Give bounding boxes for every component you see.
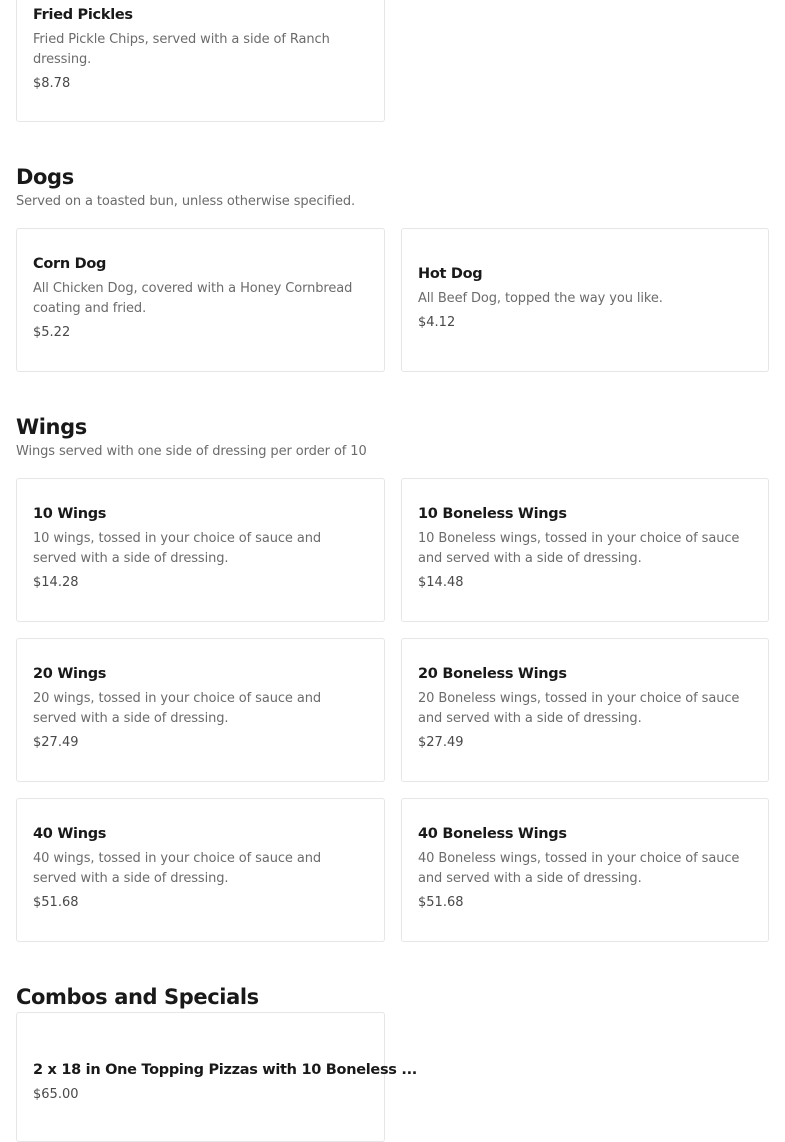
- menu-item-description: 20 Boneless wings, tossed in your choice of sauce and served with a side of dressing.: [418, 691, 740, 726]
- menu-item-name: 10 Wings: [33, 506, 107, 522]
- menu-item-name: 40 Wings: [33, 826, 107, 842]
- menu-item-price: $51.68: [418, 895, 464, 910]
- section-subtitle-dogs: Served on a toasted bun, unless otherwise specified.: [16, 194, 356, 209]
- menu-item-name: 40 Boneless Wings: [418, 826, 567, 842]
- menu-item-description: All Beef Dog, topped the way you like.: [418, 291, 663, 306]
- menu-item-price: $65.00: [33, 1087, 79, 1102]
- menu-item-name: 20 Wings: [33, 666, 107, 682]
- menu-item-card[interactable]: [401, 228, 769, 372]
- menu-item-description: 20 wings, tossed in your choice of sauce and served with a side of dressing.: [33, 691, 321, 726]
- menu-item-card[interactable]: [16, 638, 385, 782]
- menu-item-price: $14.28: [33, 575, 79, 590]
- menu-item-price: $14.48: [418, 575, 464, 590]
- menu-item-price: $8.78: [33, 76, 71, 91]
- menu-item-card[interactable]: [16, 478, 385, 622]
- section-title-wings: Wings: [16, 415, 87, 439]
- menu-item-card[interactable]: [16, 798, 385, 942]
- menu-item-description: 10 wings, tossed in your choice of sauce and served with a side of dressing.: [33, 531, 321, 566]
- menu-item-card[interactable]: [401, 478, 769, 622]
- menu-item-name: 20 Boneless Wings: [418, 666, 567, 682]
- menu-item-card[interactable]: [16, 1012, 417, 1142]
- menu-item-card[interactable]: [401, 638, 769, 782]
- menu-item-description: All Chicken Dog, covered with a Honey Cornbread coating and fried.: [33, 281, 353, 316]
- menu-item-price: $27.49: [33, 735, 79, 750]
- menu-item-name: Corn Dog: [33, 256, 107, 272]
- menu-item-card[interactable]: [16, 228, 385, 372]
- section-subtitle-wings: Wings served with one side of dressing per order of 10: [16, 444, 367, 459]
- menu-item-name: 10 Boneless Wings: [418, 506, 567, 522]
- menu-item-name: Hot Dog: [418, 266, 483, 282]
- menu-item-name: 2 x 18 in One Topping Pizzas with 10 Boneless ...: [33, 1062, 417, 1078]
- menu-item-description: 40 wings, tossed in your choice of sauce and served with a side of dressing.: [33, 851, 321, 886]
- menu-item-card[interactable]: [16, 0, 385, 122]
- menu-item-price: $51.68: [33, 895, 79, 910]
- menu-item-price: $5.22: [33, 325, 71, 340]
- menu-item-description: Fried Pickle Chips, served with a side of Ranch dressing.: [33, 32, 330, 67]
- menu-item-price: $27.49: [418, 735, 464, 750]
- section-title-dogs: Dogs: [16, 165, 74, 189]
- menu-item-card[interactable]: [401, 798, 769, 942]
- menu-item-price: $4.12: [418, 315, 456, 330]
- menu-item-name: Fried Pickles: [33, 7, 133, 23]
- section-title-combos: Combos and Specials: [16, 985, 259, 1009]
- menu-item-description: 40 Boneless wings, tossed in your choice of sauce and served with a side of dressing.: [418, 851, 740, 886]
- menu-item-description: 10 Boneless wings, tossed in your choice of sauce and served with a side of dressing.: [418, 531, 740, 566]
